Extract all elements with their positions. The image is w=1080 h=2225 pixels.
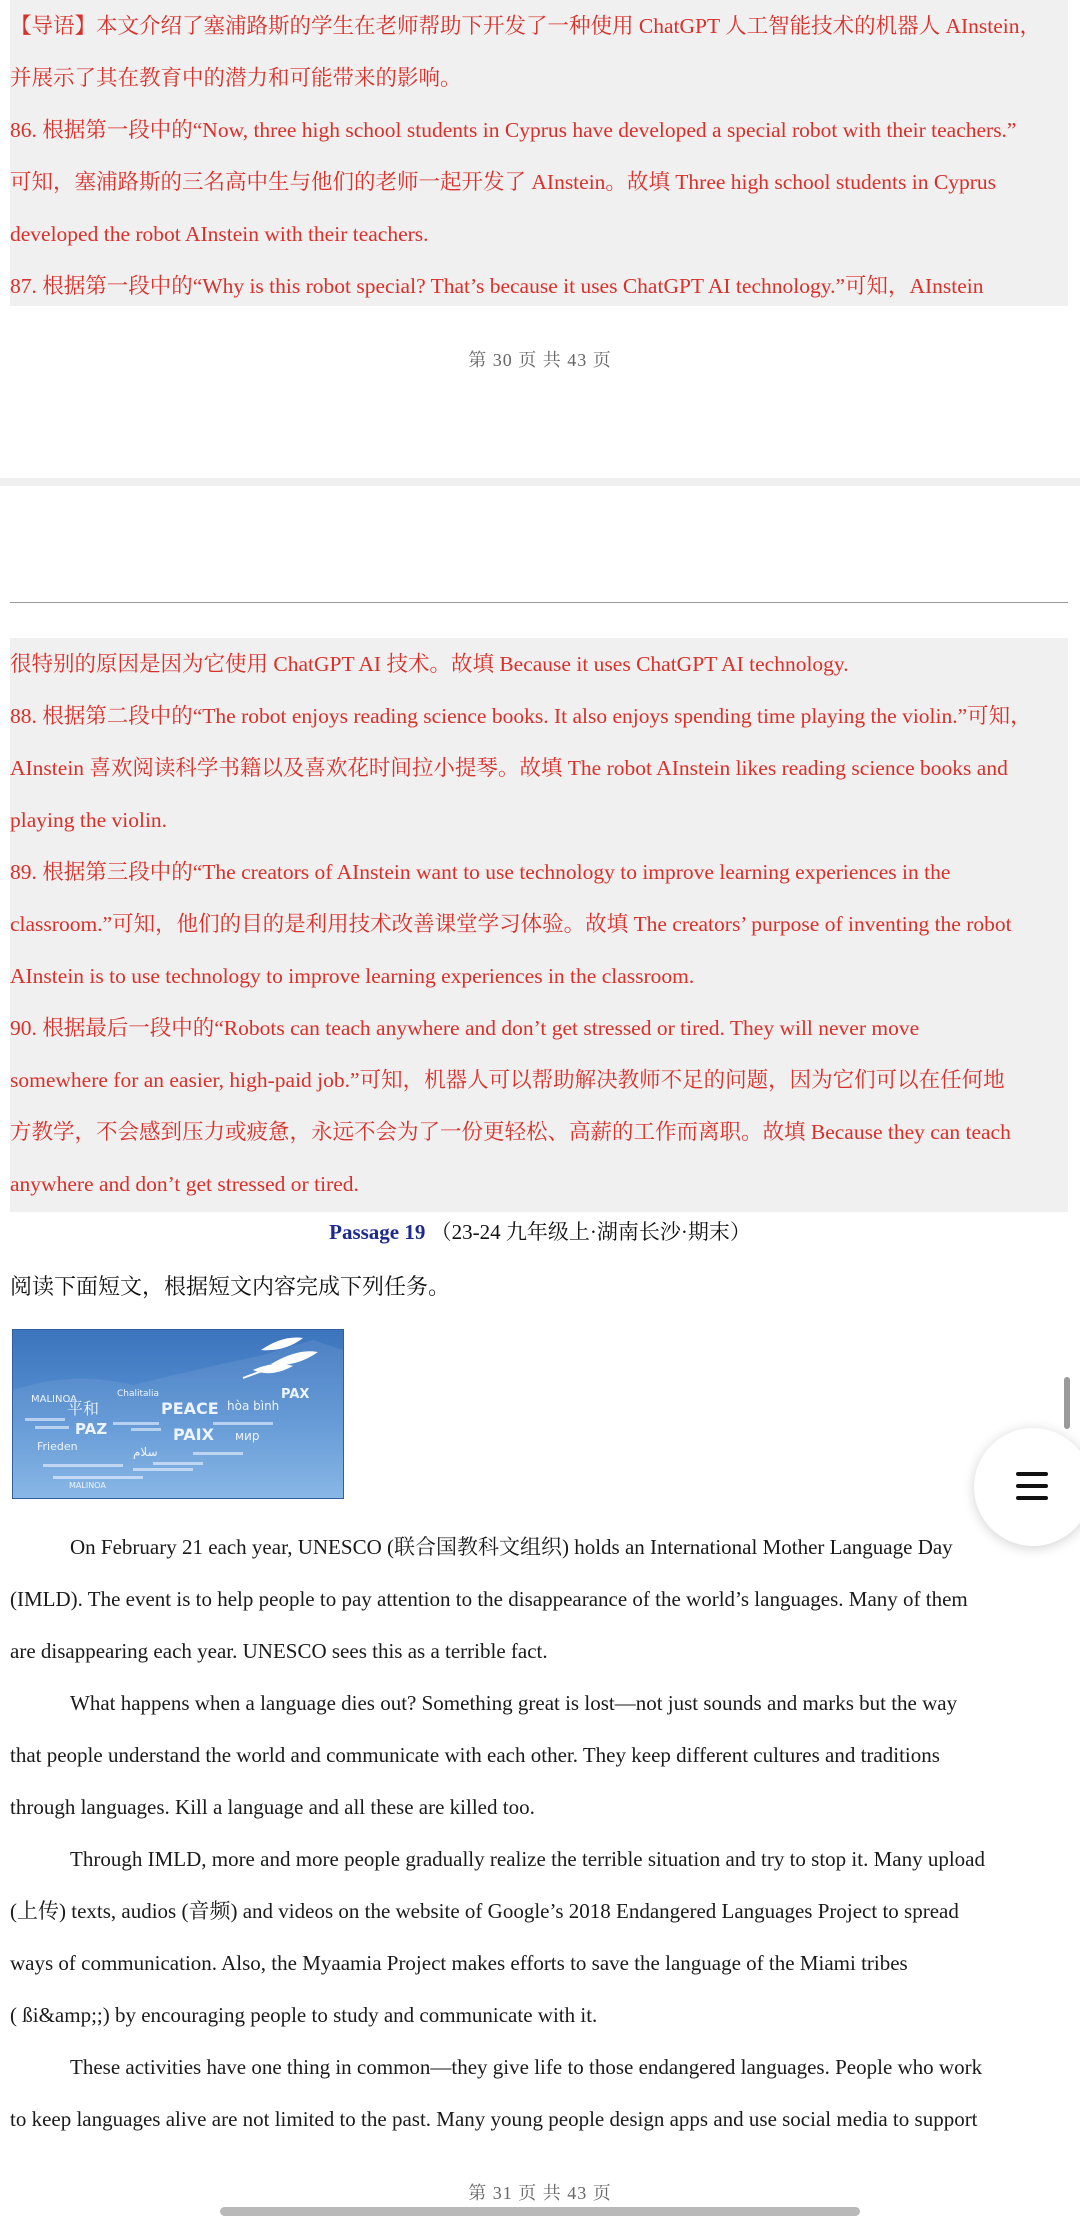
word-cloud-word: PAZ [75, 1420, 108, 1438]
word-cloud-word: Chalitalia [117, 1389, 160, 1399]
explanation-line: developed the robot AInstein with their teachers. [10, 222, 429, 246]
word-cloud-word: PEACE [161, 1399, 219, 1418]
text-line: through languages. Kill a language and all these are killed too. [10, 1795, 535, 1819]
explanation-line: 86. 根据第一段中的“Now, three high school students in Cyprus have developed a special robot with their teachers.” [10, 118, 1017, 142]
task-instruction: 阅读下面短文，根据短文内容完成下列任务。 [10, 1275, 451, 1300]
explanation-line: 89. 根据第三段中的“The creators of AInstein want to use technology to improve learning experiences in the [10, 860, 951, 884]
text-line: (IMLD). The event is to help people to pay attention to the disappearance of the world’s languages. Many of them [10, 1587, 968, 1611]
paragraph-4 [10, 2041, 1070, 2145]
paragraph-3 [10, 1833, 1070, 2041]
page-31 [0, 486, 1080, 2225]
word-cloud-word: hòa bình [227, 1399, 280, 1413]
explanation-line: 并展示了其在教育中的潜力和可能带来的影响。 [10, 66, 462, 90]
text-line: What happens when a language dies out? Something great is lost—not just sounds and marks but the way [70, 1691, 958, 1715]
explanation-line: AInstein 喜欢阅读科学书籍以及喜欢花时间拉小提琴。故填 The robot AInstein likes reading science books and [10, 756, 1008, 780]
home-indicator[interactable] [220, 2207, 860, 2216]
page-footer: 第 31 页 共 43 页 [468, 2183, 612, 2203]
explanation-line: 90. 根据最后一段中的“Robots can teach anywhere and don’t get stressed or tired. They will never move [10, 1016, 920, 1040]
explanation-line: 88. 根据第二段中的“The robot enjoys reading science books. It also enjoys spending time playing the violin.”可知， [10, 704, 1032, 728]
hamburger-menu-icon [1016, 1472, 1048, 1508]
text-line: (上传) texts, audios (音频) and videos on the website of Google’s 2018 Endangered Languages Project to spread [10, 1899, 959, 1923]
explanation-line: 【导语】本文介绍了塞浦路斯的学生在老师帮助下开发了一种使用 ChatGPT 人工智能技术的机器人 AInstein， [10, 14, 1042, 38]
page-30 [0, 0, 1080, 478]
word-cloud-word: MALINOA [31, 1394, 78, 1405]
explanation-line: playing the violin. [10, 808, 168, 832]
passage-body [10, 1521, 1070, 2145]
page-footer: 第 30 页 共 43 页 [468, 350, 612, 370]
text-line: These activities have one thing in common—they give life to those endangered languages. People who work [70, 2055, 983, 2079]
text-line: that people understand the world and communicate with each other. They keep different cultures and traditions [10, 1743, 940, 1767]
paragraph-2 [10, 1677, 1070, 1833]
word-cloud-graphic [13, 1330, 343, 1498]
text-line: ( ßi&amp;;) by encouraging people to study and communicate with it. [10, 2003, 598, 2027]
word-cloud-word: PAIX [173, 1425, 214, 1444]
answer-explanation-block [10, 0, 1068, 306]
menu-button[interactable] [974, 1428, 1080, 1546]
page-separator [0, 478, 1080, 486]
header-rule [10, 602, 1068, 603]
passage-source: （23-24 九年级上·湖南长沙·期末） [430, 1220, 751, 1244]
text-line: are disappearing each year. UNESCO sees this as a terrible fact. [10, 1639, 548, 1663]
answer-explanation-block [10, 638, 1068, 1212]
word-cloud-word: MALINOA [69, 1481, 106, 1490]
explanation-line: 87. 根据第一段中的“Why is this robot special? That’s because it uses ChatGPT AI technology.”可知，AInstein [10, 274, 984, 298]
word-cloud-word: 平和 [67, 1399, 100, 1418]
text-line: ways of communication. Also, the Myaamia Project makes efforts to save the language of the Miami tribes [10, 1951, 908, 1975]
explanation-line: AInstein is to use technology to improve learning experiences in the classroom. [10, 964, 695, 988]
word-cloud-word: سلام [133, 1445, 158, 1459]
explanation-line: classroom.”可知，他们的目的是利用技术改善课堂学习体验。故填 The creators’ purpose of inventing the robot [10, 912, 1012, 936]
explanation-line: somewhere for an easier, high-paid job.”可知，机器人可以帮助解决教师不足的问题，因为它们可以在任何地 [10, 1068, 1005, 1092]
scrollbar-thumb[interactable] [1064, 1377, 1070, 1429]
explanation-line: 很特别的原因是因为它使用 ChatGPT AI 技术。故填 Because it uses ChatGPT AI technology. [10, 652, 849, 676]
peace-word-cloud-image [12, 1329, 344, 1499]
text-line: On February 21 each year, UNESCO (联合国教科文组织) holds an International Mother Language Day [70, 1535, 953, 1559]
text-line: Through IMLD, more and more people gradually realize the terrible situation and try to stop it. Many upload [70, 1847, 985, 1871]
explanation-line: 方教学，不会感到压力或疲惫，永远不会为了一份更轻松、高薪的工作而离职。故填 Because they can teach [10, 1120, 1011, 1144]
word-cloud-word: PAX [281, 1387, 310, 1402]
passage-heading [0, 1216, 1080, 1246]
explanation-line: anywhere and don’t get stressed or tired. [10, 1172, 359, 1196]
passage-number: Passage 19 [329, 1220, 426, 1244]
paragraph-1 [10, 1521, 1070, 1677]
explanation-line: 可知，塞浦路斯的三名高中生与他们的老师一起开发了 AInstein。故填 Three high school students in Cyprus [10, 170, 996, 194]
word-cloud-word: мир [235, 1429, 260, 1443]
text-line: to keep languages alive are not limited to the past. Many young people design apps and use social media to support [10, 2107, 978, 2131]
word-cloud-word: Frieden [37, 1440, 78, 1453]
